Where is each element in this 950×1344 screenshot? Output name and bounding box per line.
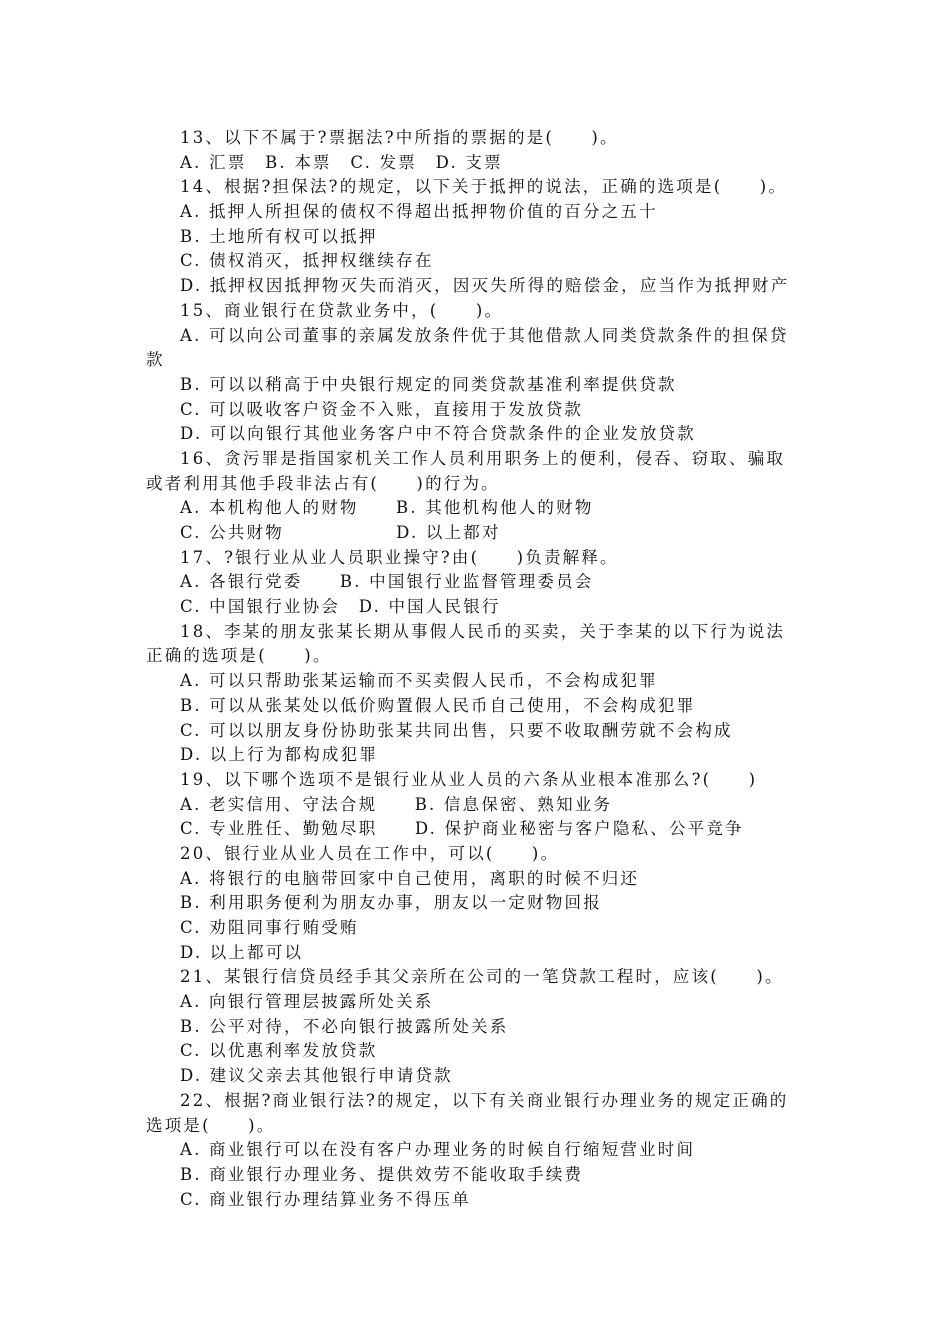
answer-option: C. 商业银行办理结算业务不得压单 [180,1189,471,1209]
answer-option: B. 商业银行办理业务、提供效劳不能收取手续费 [180,1164,584,1184]
answer-option: D. 建议父亲去其他银行申请贷款 [180,1066,453,1086]
question-stem: 15、商业银行在贷款业务中，( )。 [180,300,504,320]
answer-option: A. 抵押人所担保的债权不得超出抵押物价值的百分之五十 [180,202,658,222]
answer-option: C. 可以吸收客户资金不入账，直接用于发放贷款 [180,399,584,419]
answer-option: B. 可以从张某处以低价购置假人民币自己使用，不会构成犯罪 [180,695,696,715]
answer-option: B. 土地所有权可以抵押 [180,226,378,246]
text-continuation: 正确的选项是( )。 [146,646,332,666]
answer-option: B. 公平对待，不必向银行披露所处关系 [180,1016,509,1036]
answer-option: D. 以上行为都构成犯罪 [180,745,379,765]
answer-option: A. 可以向公司董事的亲属发放条件优于其他借款人同类贷款条件的担保贷 [180,325,789,345]
answer-option: D. 抵押权因抵押物灭失而消灭，因灭失所得的赔偿金，应当作为抵押财产 [180,276,790,296]
answer-option: C. 以优惠利率发放贷款 [180,1041,378,1061]
question-stem: 21、某银行信贷员经手其父亲所在公司的一笔贷款工程时，应该( )。 [180,967,784,987]
answer-option: A. 商业银行可以在没有客户办理业务的时候自行缩短营业时间 [180,1140,696,1160]
question-stem: 22、根据?商业银行法?的规定，以下有关商业银行办理业务的规定正确的 [180,1090,789,1110]
question-stem: 19、以下哪个选项不是银行业从业人员的六条从业根本准那么?( ) [180,769,758,789]
text-continuation: 或者利用其他手段非法占有( )的行为。 [146,473,500,493]
answer-option: C. 公共财物 D. 以上都对 [180,523,501,542]
question-list [146,126,806,1212]
question-stem: 14、根据?担保法?的规定，以下关于抵押的说法，正确的选项是( )。 [180,177,788,197]
text-continuation: 选项是( )。 [146,1115,276,1135]
answer-option: A. 将银行的电脑带回家中自己使用，离职的时候不归还 [180,868,640,888]
answer-option: A. 汇票 B. 本票 C. 发票 D. 支票 [180,152,503,172]
answer-option: A. 各银行党委 B. 中国银行业监督管理委员会 [180,572,594,592]
answer-option: D. 以上都可以 [180,942,304,962]
answer-option: A. 本机构他人的财物 B. 其他机构他人的财物 [180,498,594,518]
answer-option: D. 可以向银行其他业务客户中不符合贷款条件的企业发放贷款 [180,424,696,444]
question-stem: 17、?银行业从业人员职业操守?由( )负责解释。 [180,547,619,567]
answer-option: B. 利用职务便利为朋友办事，朋友以一定财物回报 [180,893,602,913]
answer-option: C. 专业胜任、勤勉尽职 D. 保护商业秘密与客户隐私、公平竞争 [180,819,744,839]
answer-option: A. 老实信用、守法合规 B. 信息保密、熟知业务 [180,794,613,814]
question-stem: 16、贪污罪是指国家机关工作人员利用职务上的便利，侵吞、窃取、骗取 [180,448,786,468]
answer-option: C. 可以以朋友身份协助张某共同出售，只要不收取酬劳就不会构成 [180,720,733,740]
answer-option: A. 可以只帮助张某运输而不买卖假人民币，不会构成犯罪 [180,671,658,691]
question-stem: 13、以下不属于?票据法?中所指的票据的是( )。 [180,128,619,147]
answer-option: C. 劝阻同事行贿受贿 [180,918,359,937]
answer-option: B. 可以以稍高于中央银行规定的同类贷款基准利率提供贷款 [180,374,677,394]
answer-option: A. 向银行管理层披露所处关系 [180,992,434,1012]
text-continuation: 款 [146,350,165,370]
answer-option: C. 中国银行业协会 D. 中国人民银行 [180,597,501,617]
question-stem: 18、李某的朋友张某长期从事假人民币的买卖，关于李某的以下行为说法 [180,621,786,641]
question-stem: 20、银行业从业人员在工作中，可以( )。 [180,843,560,863]
answer-option: C. 债权消灭，抵押权继续存在 [180,251,434,271]
